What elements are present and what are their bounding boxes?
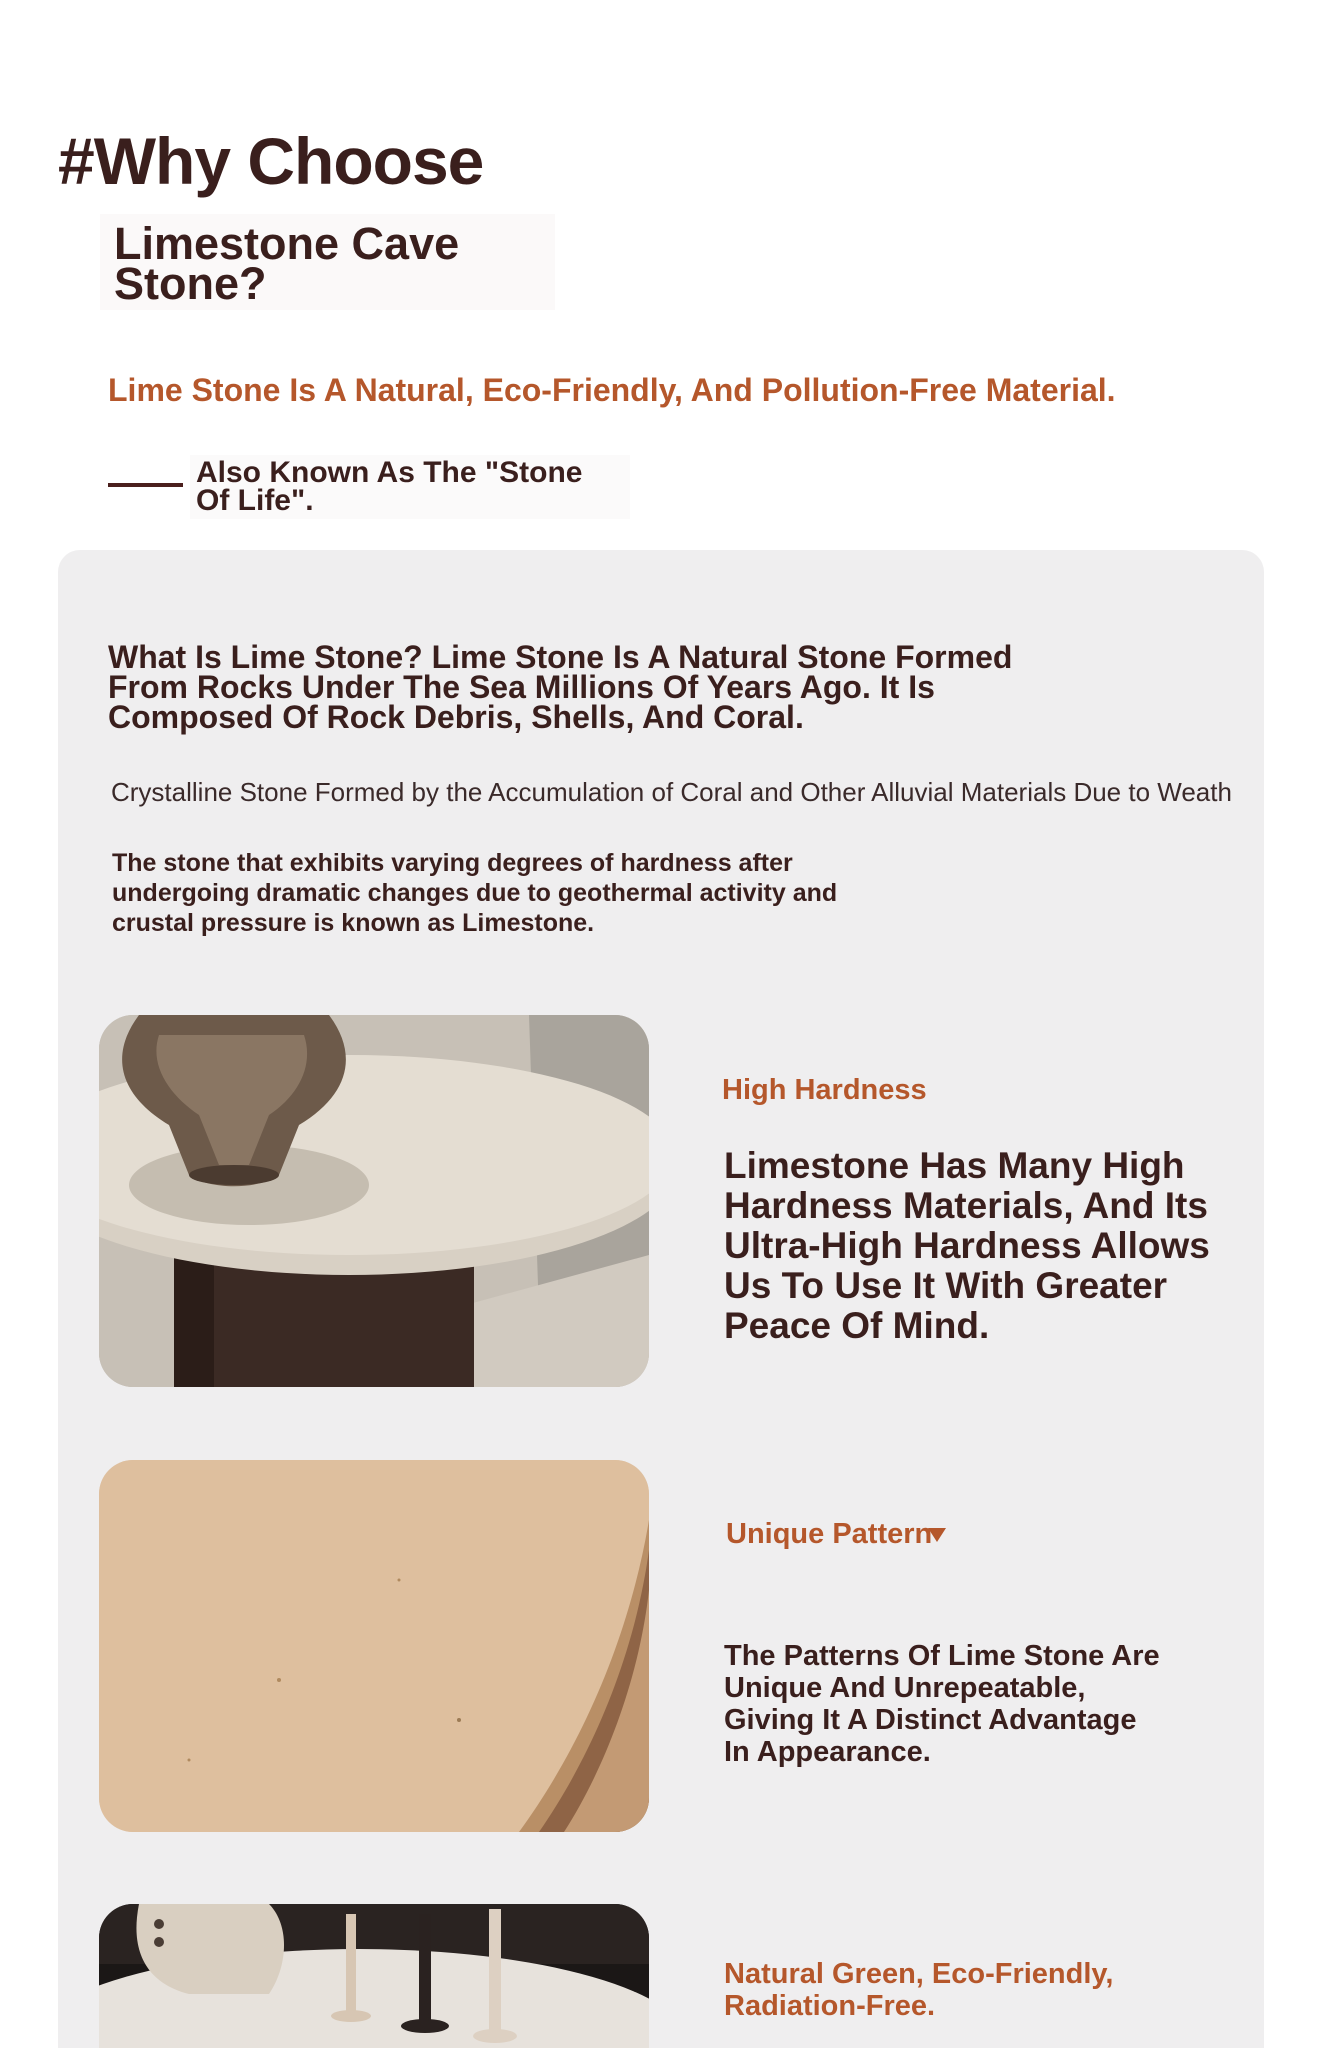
aka-divider (108, 483, 183, 487)
feature-text-unique-pattern: The Patterns Of Lime Stone Are Unique And Unrepeatable, Giving It A Distinct Advantage In Appearance. (724, 1640, 1160, 1768)
intro-line: Crystalline Stone Formed by the Accumulation of Coral and Other Alluvial Materials Due to Weath (111, 777, 1232, 807)
feature-label-unique-pattern (726, 1518, 946, 1551)
feature-label-natural-green: Natural Green, Eco-Friendly, Radiation-Free. (724, 1958, 1114, 2022)
hero-title: #Why Choose (58, 124, 484, 198)
triangle-down-icon (928, 1528, 946, 1542)
aka-text: Also Known As The "Stone Of Life". (190, 455, 630, 519)
feature-label-unique-pattern-text: Unique Pattern (726, 1518, 933, 1550)
intro-description: The stone that exhibits varying degrees of hardness after undergoing dramatic changes due to geothermal activity and crustal pressure is known as Limestone. (112, 849, 838, 937)
feature-image-stone-texture (99, 1460, 649, 1832)
feature-image-candlesticks (99, 1904, 649, 2048)
feature-text-high-hardness: Limestone Has Many High Hardness Materials, And Its Ultra-High Hardness Allows Us To Use It With Greater Peace Of Mind. (724, 1145, 1210, 1346)
feature-label-high-hardness: High Hardness (722, 1074, 927, 1106)
intro-heading: What Is Lime Stone? Lime Stone Is A Natural Stone Formed From Rocks Under The Sea Millions Of Years Ago. It Is Composed Of Rock Debris, Shells, And Coral. (108, 639, 1013, 735)
feature-image-table-vase (99, 1015, 649, 1387)
hero-tagline: Lime Stone Is A Natural, Eco-Friendly, And Pollution-Free Material. (108, 372, 1116, 408)
hero-subtitle: Limestone Cave Stone? (100, 214, 555, 310)
